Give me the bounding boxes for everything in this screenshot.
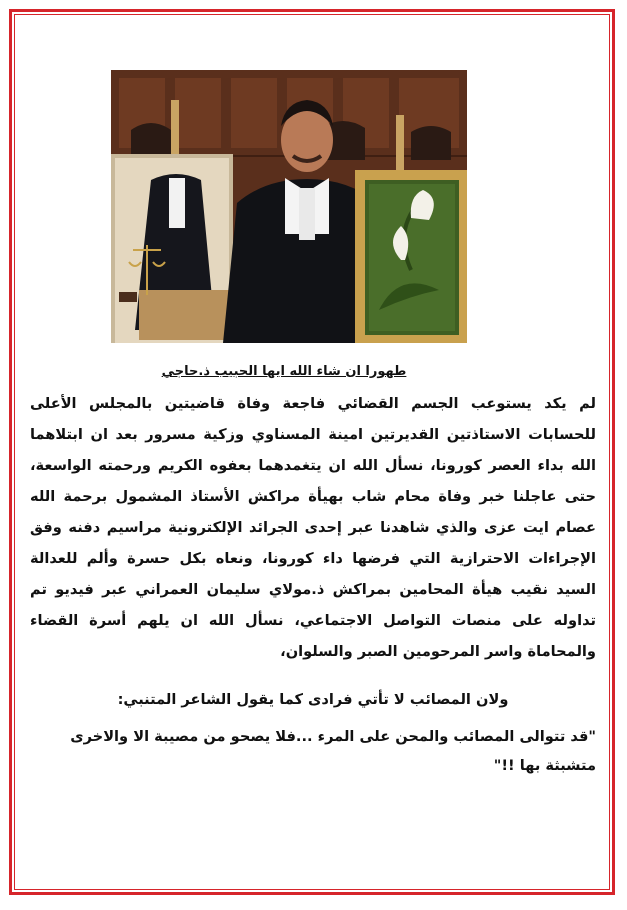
poet-intro-line: ولان المصائب لا تأتي فرادى كما يقول الشاعر المتنبي: (117, 691, 509, 708)
poet-quote: "قد تتوالى المصائب والمحن على المرء ...فلا يصحو من مصيبة الا والاخرى متشبثة بها !!" (70, 728, 596, 774)
photo-lawyer-with-paintings (111, 70, 467, 343)
photo-caption: طهورا ان شاء الله ايها الحبيب ذ.حاجي (161, 364, 407, 379)
body-paragraph: لم يكد يستوعب الجسم القضائي فاجعة وفاة قاضيتين بالمجلس الأعلى للحسابات الاستاذتين القديرتين امينة المسناوي وزكية مسرور بعد ان ابتلاهما الله بداء العصر كورونا، نسأل الله ان يتغمدهما بعفوه الكريم ورحمته الواسعة، حتى عاجلنا خبر وفاة محام شاب بهيأة مراكش الأستاذ المشمول برحمة الله عصام ايت عزى والذي شاهدنا عبر إحدى الجرائد الإلكترونية مراسيم دفنه وفق الإجراءات الاحترازية التي فرضها داء كورونا، ونعاه بكل حسرة وألم للعدالة السيد نقيب هيأة المحامين بمراكش ذ.مولاي سليمان العمراني عبر فيديو تم تداوله على منصات التواصل الاجتماعي، نسأل الله ان يلهم أسرة القضاء والمحاماة واسر المرحومين الصبر والسلوان، (30, 395, 596, 660)
